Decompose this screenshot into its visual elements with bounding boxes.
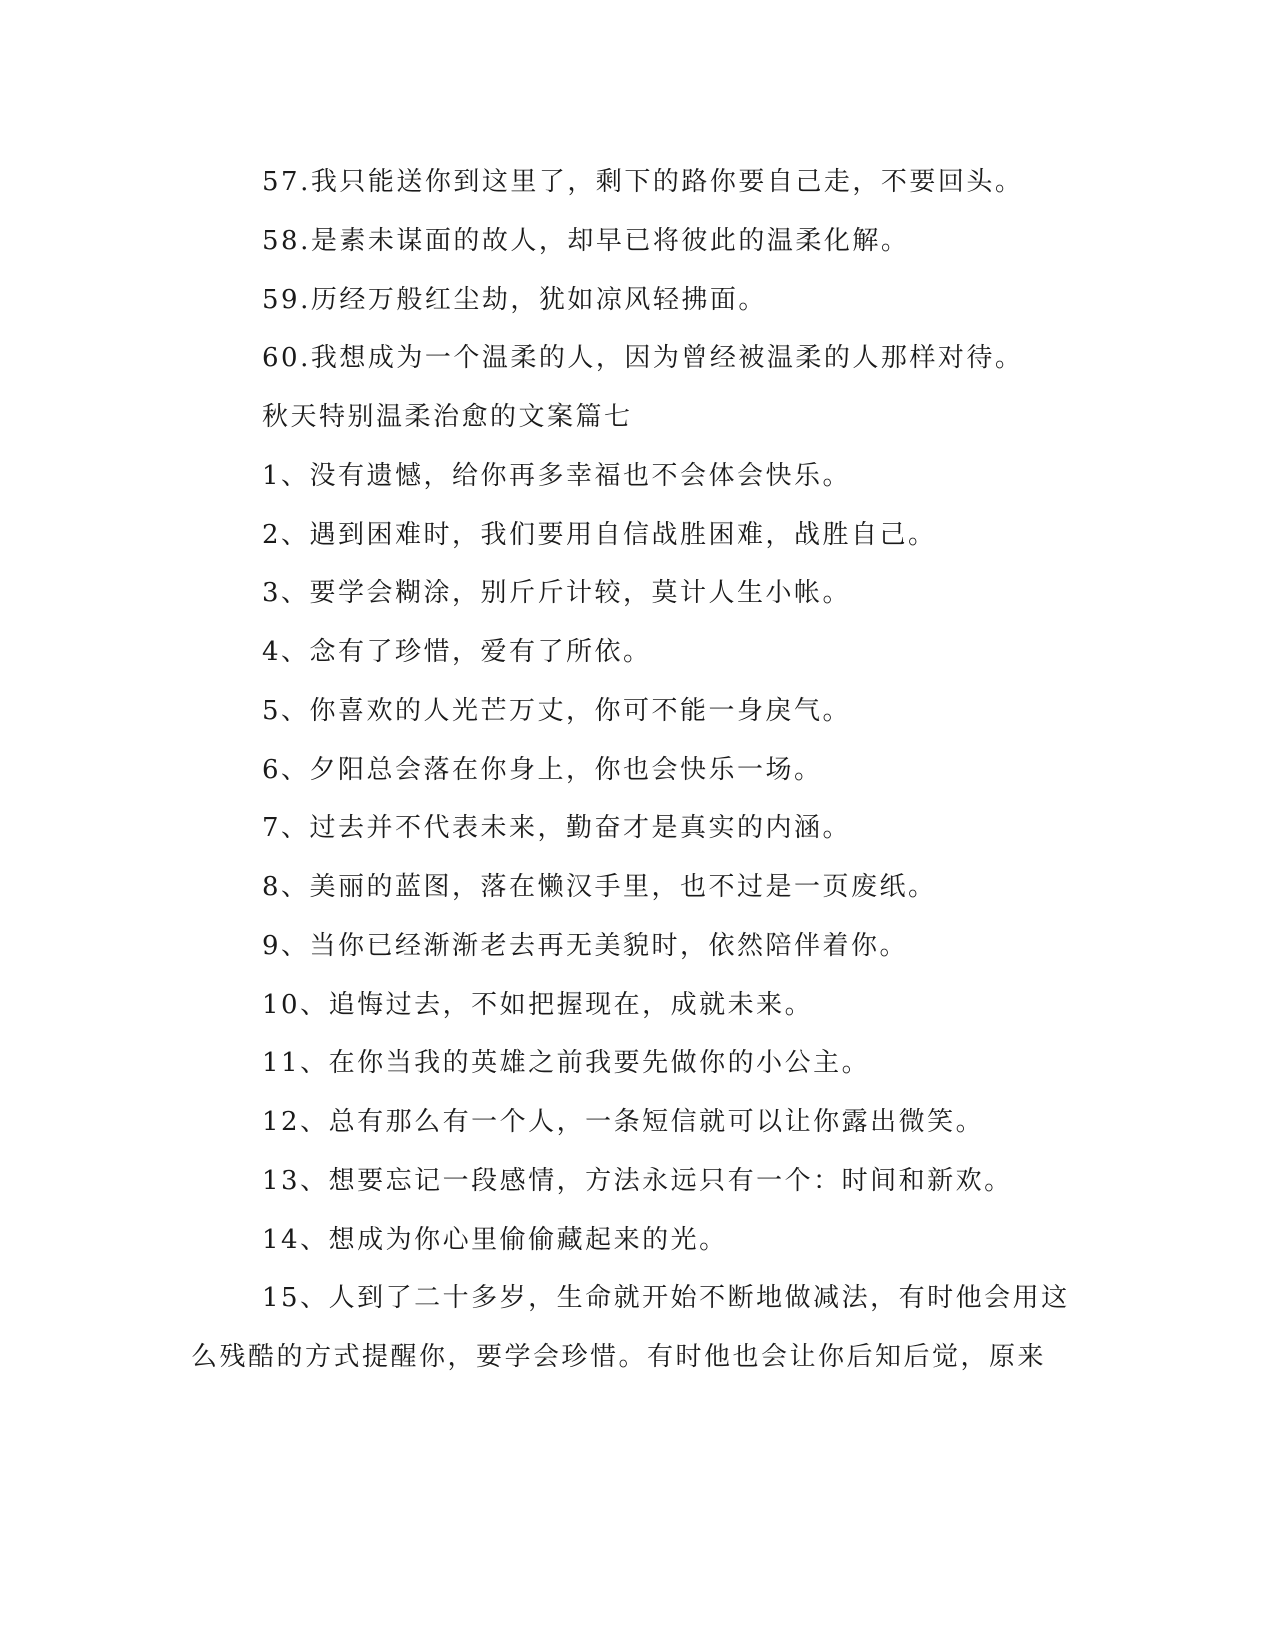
- text-line: 么残酷的方式提醒你，要学会珍惜。有时他也会让你后知后觉，原来: [191, 1342, 1047, 1372]
- text-line: 7、过去并不代表未来，勤奋才是真实的内涵。: [262, 813, 852, 843]
- text-line: 59.历经万般红尘劫，犹如凉风轻拂面。: [262, 285, 767, 315]
- text-line: 1、没有遗憾，给你再多幸福也不会体会快乐。: [262, 461, 852, 491]
- text-line: 15、人到了二十多岁，生命就开始不断地做减法，有时他会用这: [262, 1283, 1070, 1313]
- text-line: 8、美丽的蓝图，落在懒汉手里，也不过是一页废纸。: [262, 872, 937, 902]
- text-line: 58.是素未谋面的故人，却早已将彼此的温柔化解。: [262, 226, 910, 256]
- text-line: 57.我只能送你到这里了，剩下的路你要自己走，不要回头。: [262, 167, 1024, 197]
- text-line: 14、想成为你心里偷偷藏起来的光。: [262, 1225, 728, 1255]
- text-line: 13、想要忘记一段感情，方法永远只有一个：时间和新欢。: [262, 1166, 1013, 1196]
- text-line: 60.我想成为一个温柔的人，因为曾经被温柔的人那样对待。: [262, 343, 1024, 373]
- text-line: 3、要学会糊涂，别斤斤计较，莫计人生小帐。: [262, 578, 852, 608]
- section-heading: 秋天特别温柔治愈的文案篇七: [262, 402, 633, 432]
- text-line: 10、追悔过去，不如把握现在，成就未来。: [262, 990, 814, 1020]
- text-line: 5、你喜欢的人光芒万丈，你可不能一身戾气。: [262, 696, 852, 726]
- text-line: 11、在你当我的英雄之前我要先做你的小公主。: [262, 1048, 871, 1078]
- text-line: 6、夕阳总会落在你身上，你也会快乐一场。: [262, 755, 823, 785]
- text-line: 4、念有了珍惜，爱有了所依。: [262, 637, 652, 667]
- text-line: 12、总有那么有一个人，一条短信就可以让你露出微笑。: [262, 1107, 985, 1137]
- text-line: 2、遇到困难时，我们要用自信战胜困难，战胜自己。: [262, 520, 937, 550]
- text-line: 9、当你已经渐渐老去再无美貌时，依然陪伴着你。: [262, 931, 909, 961]
